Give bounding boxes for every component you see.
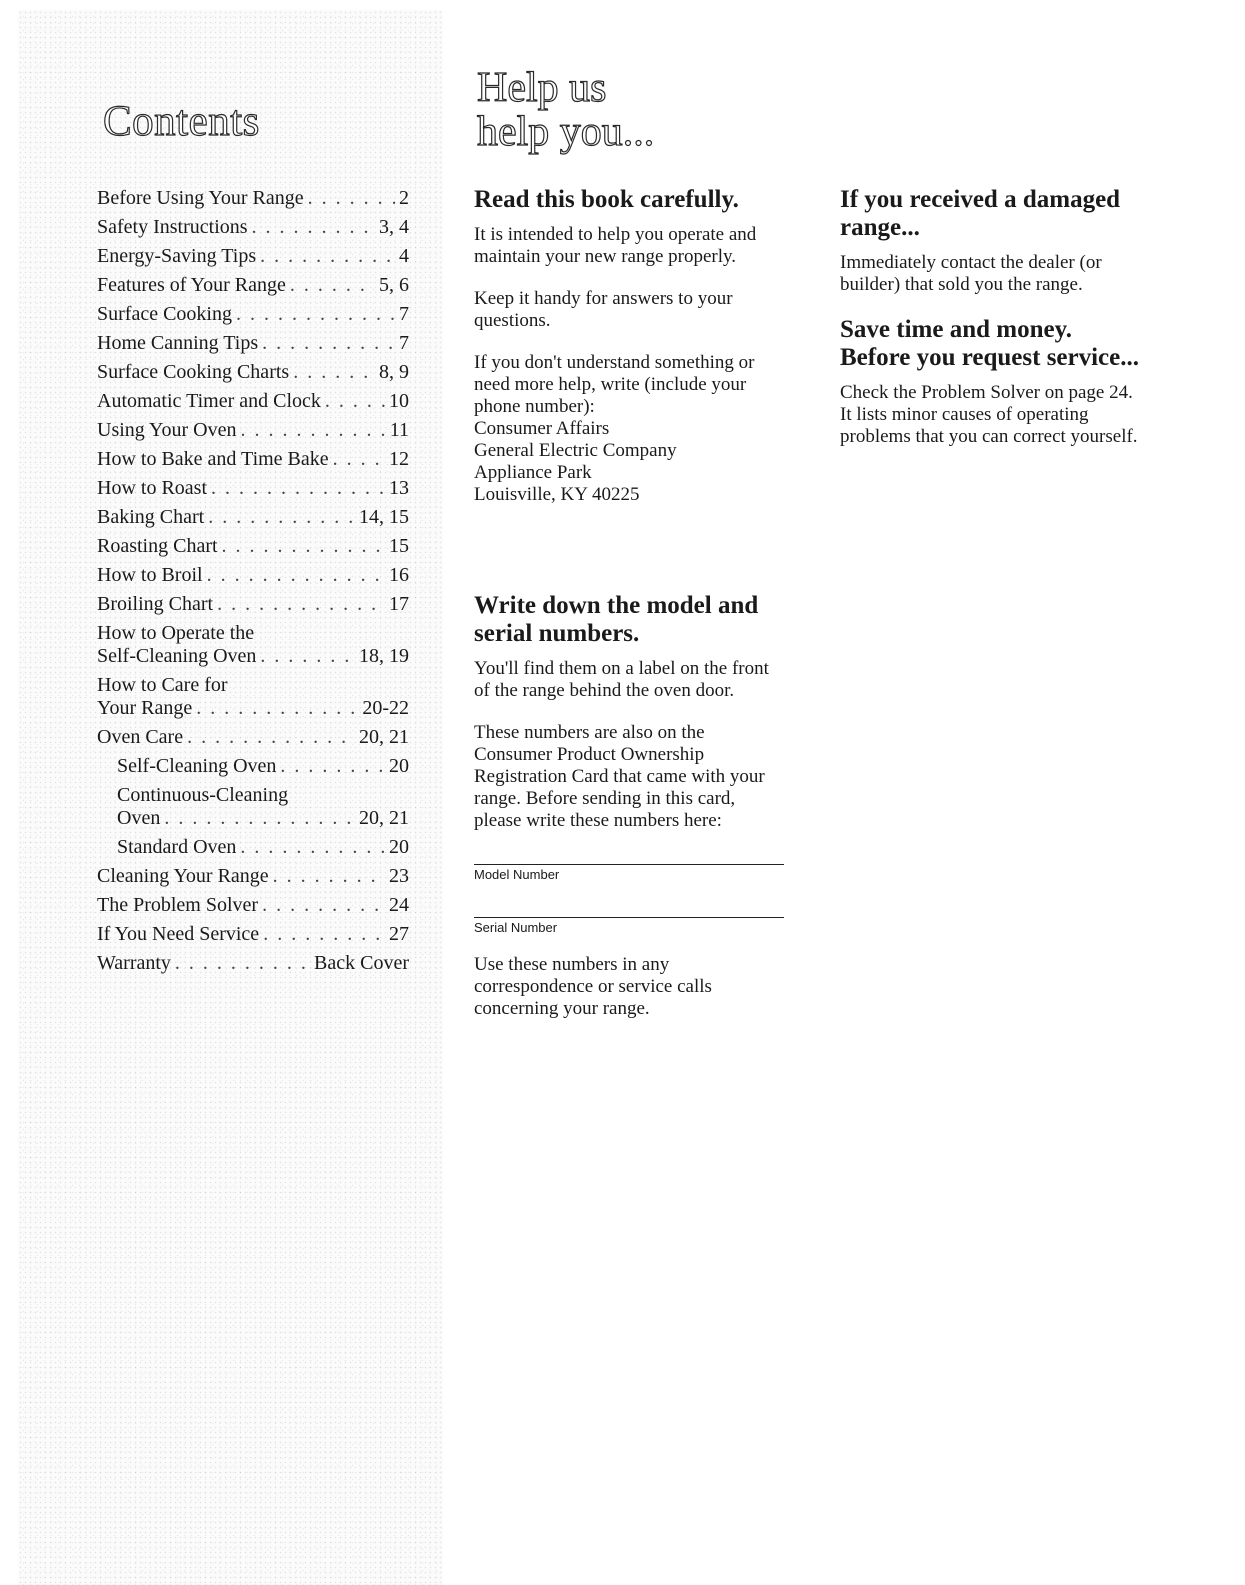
toc-page: 20 (389, 755, 409, 777)
toc-entry[interactable] (97, 332, 409, 355)
toc-label: Oven Care (97, 726, 184, 748)
toc-page: 20 (389, 836, 409, 858)
toc-page: 16 (389, 564, 409, 586)
toc-page: 2 (399, 187, 409, 209)
toc-entry[interactable] (97, 419, 409, 442)
toc-label: Cleaning Your Range (97, 865, 269, 887)
toc-label: How to Roast (97, 477, 207, 499)
toc-page: 15 (389, 535, 409, 557)
toc-label: Surface Cooking Charts (97, 361, 290, 383)
toc-label: Safety Instructions (97, 216, 248, 238)
address-line: Appliance Park (474, 462, 592, 483)
toc-leader-dots (325, 390, 385, 413)
toc-page: 23 (389, 865, 409, 887)
model-serial-section (474, 592, 774, 1040)
help-title-line2: help you... (477, 109, 655, 155)
toc-label: Warranty (97, 952, 171, 974)
toc-leader-dots (217, 593, 385, 616)
toc-leader-dots (262, 332, 395, 355)
read-book-para3: If you don't understand something or need more help, write (include your phone number): (474, 352, 755, 417)
toc-entry[interactable] (97, 187, 409, 210)
toc-page: 13 (389, 477, 409, 499)
toc-leader-dots (280, 755, 385, 778)
toc-page: 4 (399, 245, 409, 267)
toc-leader-dots (164, 807, 355, 830)
toc-subentry[interactable] (97, 836, 409, 859)
toc-leader-dots (211, 477, 385, 500)
toc-leader-dots (175, 952, 310, 975)
toc-leader-dots (252, 216, 375, 239)
toc-page: 17 (389, 593, 409, 615)
toc-subentry[interactable] (97, 755, 409, 778)
toc-label: Roasting Chart (97, 535, 218, 557)
model-serial-para2: These numbers are also on the Consumer Product Ownership Registration Card that came with your range. Before sending in this card, please write these numbers here: (474, 722, 765, 831)
toc-entry[interactable] (97, 674, 409, 720)
toc-leader-dots (273, 865, 385, 888)
toc-entry[interactable] (97, 216, 409, 239)
mailing-address (474, 418, 774, 506)
read-book-para2: Keep it handy for answers to your questions. (474, 288, 733, 331)
help-us-title (477, 66, 654, 154)
toc-label: Features of Your Range (97, 274, 286, 296)
toc-label: Energy-Saving Tips (97, 245, 257, 267)
toc-entry[interactable] (97, 535, 409, 558)
toc-entry[interactable] (97, 564, 409, 587)
toc-label-line1: How to Care for (97, 674, 228, 696)
read-book-para1: It is intended to help you operate and maintain your new range properly. (474, 224, 757, 267)
toc-entry[interactable] (97, 303, 409, 326)
save-time-heading: Save time and money. Before you request service... (840, 316, 1139, 371)
toc-page: 11 (389, 419, 409, 441)
toc-label: Surface Cooking (97, 303, 232, 325)
toc-page: 12 (389, 448, 409, 470)
toc-label-line1: How to Operate the (97, 622, 255, 644)
model-number-field[interactable] (474, 864, 784, 883)
toc-leader-dots (207, 564, 385, 587)
toc-leader-dots (260, 245, 395, 268)
toc-label: Standard Oven (117, 836, 237, 858)
toc-entry[interactable] (97, 274, 409, 297)
toc-entry[interactable] (97, 894, 409, 917)
toc-label-line1: Continuous-Cleaning (117, 784, 289, 806)
toc-leader-dots (236, 303, 395, 326)
help-title-line1: Help us (477, 65, 607, 111)
model-serial-para3: Use these numbers in any correspondence or service calls concerning your range. (474, 954, 712, 1019)
read-book-heading: Read this book carefully. (474, 186, 739, 213)
toc-leader-dots (333, 448, 385, 471)
toc-label: Home Canning Tips (97, 332, 259, 354)
toc-leader-dots (196, 697, 358, 720)
toc-entry[interactable] (97, 361, 409, 384)
toc-leader-dots (263, 923, 385, 946)
toc-label: Using Your Oven (97, 419, 237, 441)
toc-leader-dots (290, 274, 375, 297)
damaged-range-para: Immediately contact the dealer (or builder) that sold you the range. (840, 252, 1102, 295)
address-line: Consumer Affairs (474, 418, 610, 439)
toc-subentry[interactable] (97, 784, 409, 830)
damaged-range-heading: If you received a damaged range... (840, 186, 1121, 241)
toc-label: If You Need Service (97, 923, 260, 945)
toc-label: Before Using Your Range (97, 187, 304, 209)
read-book-section (474, 186, 774, 526)
toc-label: The Problem Solver (97, 894, 259, 916)
contents-title: Contents (103, 98, 260, 145)
toc-page: Back Cover (314, 952, 409, 974)
toc-entry[interactable] (97, 477, 409, 500)
table-of-contents (97, 187, 409, 981)
toc-label: Broiling Chart (97, 593, 214, 615)
model-serial-heading: Write down the model and serial numbers. (474, 592, 759, 647)
toc-leader-dots (260, 645, 355, 668)
toc-leader-dots (308, 187, 395, 210)
toc-entry[interactable] (97, 726, 409, 749)
toc-page: 7 (399, 332, 409, 354)
toc-label: How to Broil (97, 564, 203, 586)
toc-page: 20, 21 (359, 807, 409, 829)
save-time-para: Check the Problem Solver on page 24. It lists minor causes of operating problems that you can correct yourself. (840, 382, 1138, 447)
toc-leader-dots (240, 419, 385, 442)
toc-page: 3, 4 (379, 216, 409, 238)
toc-leader-dots (262, 894, 385, 917)
toc-label: Automatic Timer and Clock (97, 390, 321, 412)
toc-entry[interactable] (97, 923, 409, 946)
toc-page: 18, 19 (359, 645, 409, 667)
model-number-label: Model Number (474, 867, 560, 882)
toc-leader-dots (187, 726, 355, 749)
toc-page: 8, 9 (379, 361, 409, 383)
toc-page: 24 (389, 894, 409, 916)
toc-page: 10 (389, 390, 409, 412)
toc-entry[interactable] (97, 448, 409, 471)
address-line: Louisville, KY 40225 (474, 484, 640, 505)
toc-page: 27 (389, 923, 409, 945)
toc-leader-dots (208, 506, 355, 529)
toc-entry[interactable] (97, 865, 409, 888)
toc-page: 20, 21 (359, 726, 409, 748)
serial-number-label: Serial Number (474, 920, 558, 935)
toc-entry[interactable] (97, 593, 409, 616)
toc-label: How to Bake and Time Bake (97, 448, 329, 470)
address-line: General Electric Company (474, 440, 677, 461)
damaged-range-section (840, 186, 1140, 468)
toc-label: Your Range (97, 697, 193, 719)
toc-entry[interactable] (97, 622, 409, 668)
toc-leader-dots (293, 361, 375, 384)
toc-page: 7 (399, 303, 409, 325)
toc-label: Self-Cleaning Oven (97, 645, 257, 667)
toc-leader-dots (222, 535, 385, 558)
toc-page: 5, 6 (379, 274, 409, 296)
toc-entry[interactable] (97, 952, 409, 975)
serial-number-field[interactable] (474, 917, 784, 936)
toc-label: Oven (117, 807, 161, 829)
toc-entry[interactable] (97, 390, 409, 413)
model-serial-para1: You'll find them on a label on the front of the range behind the oven door. (474, 658, 769, 701)
toc-page: 20-22 (362, 697, 409, 719)
toc-entry[interactable] (97, 245, 409, 268)
toc-page: 14, 15 (359, 506, 409, 528)
toc-label: Baking Chart (97, 506, 205, 528)
toc-entry[interactable] (97, 506, 409, 529)
toc-label: Self-Cleaning Oven (117, 755, 277, 777)
toc-leader-dots (240, 836, 385, 859)
